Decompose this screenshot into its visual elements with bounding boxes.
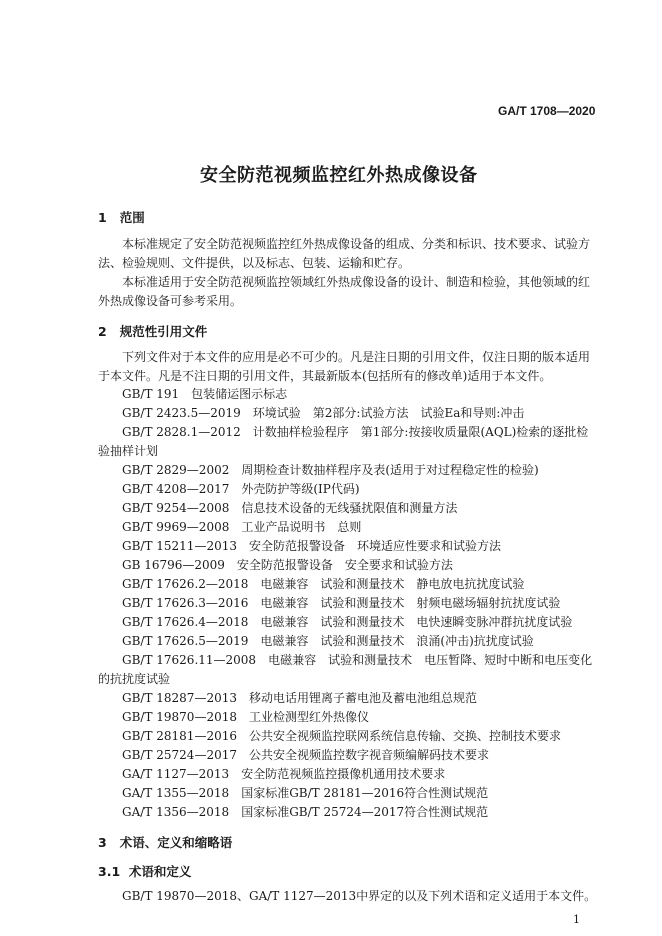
section-title: 术语、定义和缩略语 [119,835,233,850]
reference-item: GB/T 28181—2016 公共安全视频监控联网系统信息传输、交换、控制技术要求 [122,729,561,743]
reference-item: GB/T 17626.3—2016 电磁兼容 试验和测量技术 射频电磁场辐射抗扰度试验 [122,596,561,610]
reference-item: GB/T 17626.2—2018 电磁兼容 试验和测量技术 静电放电抗扰度试验 [122,577,525,591]
section-3-heading [98,833,232,851]
reference-item: GB/T 15211—2013 安全防范报警设备 环境适应性要求和试验方法 [122,539,501,553]
section-number: 1 [98,210,107,225]
reference-item: GB/T 17626.11—2008 电磁兼容 试验和测量技术 电压暂降、短时中断和电压变化的抗扰度试验 [98,653,593,686]
reference-item: GB/T 18287—2013 移动电话用锂离子蓄电池及蓄电池组总规范 [122,691,477,705]
reference-item: GA/T 1127—2013 安全防范视频监控摄像机通用技术要求 [122,767,446,781]
reference-item: GB/T 2828.1—2012 计数抽样检验程序 第1部分:按接收质量限(AQL)检索的逐批检验抽样计划 [98,425,589,458]
reference-item: GB 16796—2009 安全防范报警设备 安全要求和试验方法 [122,558,453,572]
section-title: 规范性引用文件 [119,324,208,339]
document-title: 安全防范视频监控红外热成像设备 [200,165,478,186]
reference-item: GB/T 25724—2017 公共安全视频监控数字视音频编解码技术要求 [122,748,489,762]
standard-code: GA/T 1708—2020 [498,104,596,118]
reference-item: GB/T 191 包装储运图示标志 [122,387,288,401]
section-number: 2 [98,324,107,339]
section-2-heading [98,322,207,340]
reference-item: GB/T 19870—2018 工业检测型红外热像仪 [122,710,369,724]
reference-item: GB/T 2423.5—2019 环境试验 第2部分:试验方法 试验Ea和导则:冲击 [122,406,525,420]
reference-item: GB/T 4208—2017 外壳防护等级(IP代码) [122,482,360,496]
subsection-3-1-text: GB/T 19870—2018、GA/T 1127—2013中界定的以及下列术语和定义适用于本文件。 [122,889,597,903]
reference-item: GB/T 9254—2008 信息技术设备的无线骚扰限值和测量方法 [122,501,458,515]
subsection-title: 术语和定义 [128,864,192,879]
subsection-number: 3.1 [98,864,121,879]
subsection-3-1-heading [98,862,191,880]
reference-item: GB/T 2829—2002 周期检查计数抽样程序及表(适用于对过程稳定性的检验) [122,463,539,477]
section-1-paragraph-1: 本标准规定了安全防范视频监控红外热成像设备的组成、分类和标识、技术要求、试验方法、检验规则、文件提供，以及标志、包装、运输和贮存。 [98,237,591,270]
reference-item: GA/T 1355—2018 国家标准GB/T 28181—2016符合性测试规范 [122,786,489,800]
section-title: 范围 [119,210,145,225]
reference-item: GB/T 9969—2008 工业产品说明书 总则 [122,520,362,534]
section-2-intro: 下列文件对于本文件的应用是必不可少的。凡是注日期的引用文件，仅注日期的版本适用于本文件。凡是不注日期的引用文件，其最新版本(包括所有的修改单)适用于本文件。 [98,350,591,383]
reference-item: GB/T 17626.4—2018 电磁兼容 试验和测量技术 电快速瞬变脉冲群抗扰度试验 [122,615,573,629]
page-number: 1 [573,913,580,926]
reference-item: GB/T 17626.5—2019 电磁兼容 试验和测量技术 浪涌(冲击)抗扰度试验 [122,634,534,648]
section-1-paragraph-2: 本标准适用于安全防范视频监控领域红外热成像设备的设计、制造和检验，其他领域的红外热成像设备可参考采用。 [98,275,591,308]
section-1-heading [98,208,145,226]
section-number: 3 [98,835,107,850]
reference-item: GA/T 1356—2018 国家标准GB/T 25724—2017符合性测试规范 [122,805,489,819]
